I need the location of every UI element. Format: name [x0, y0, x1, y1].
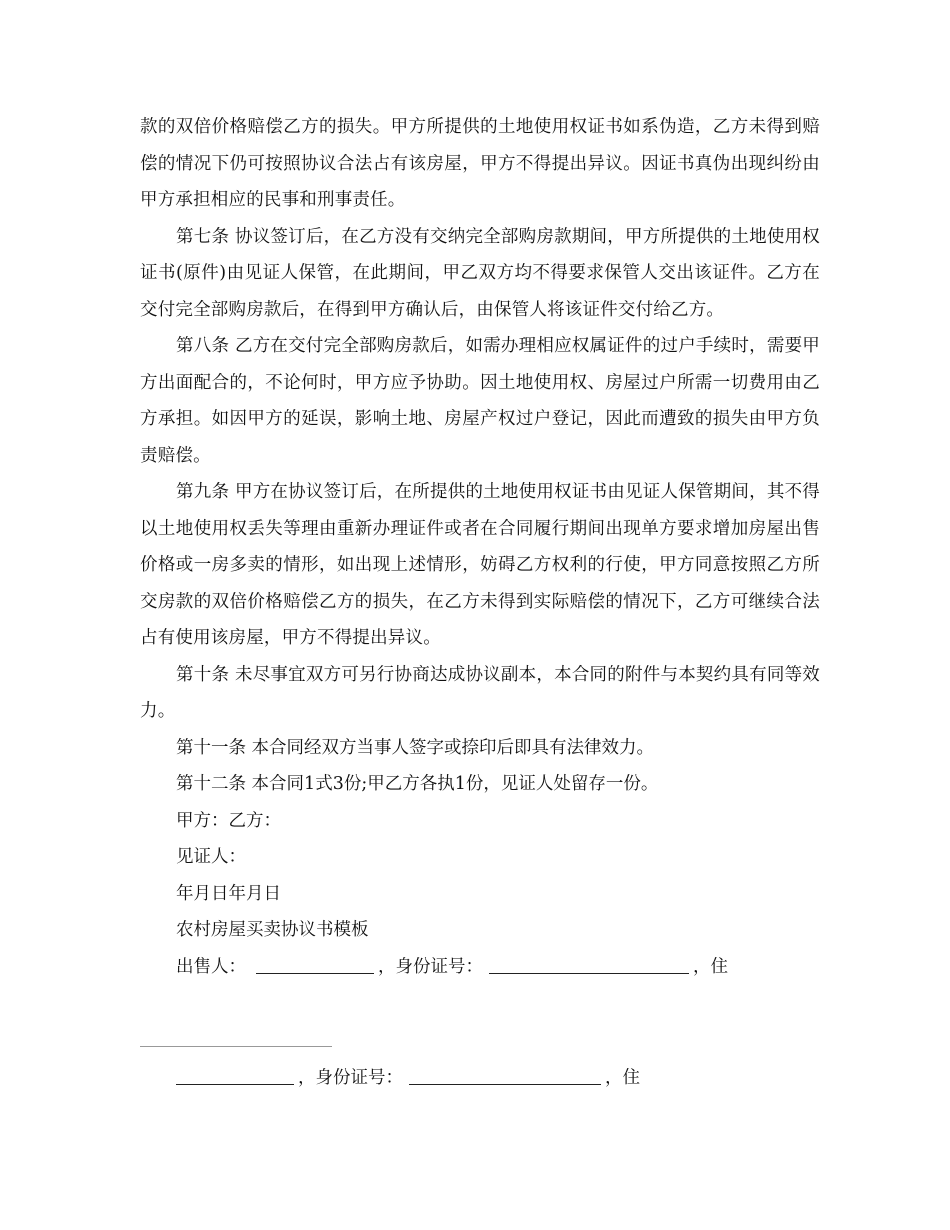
seller-name-blank — [256, 953, 374, 974]
seller-label: 出售人： — [176, 956, 246, 977]
seller-id-label: ，身份证号： — [378, 956, 483, 977]
buyer-id-label: ，身份证号： — [298, 1068, 403, 1088]
continued-text — [140, 1060, 640, 1097]
seller-id-blank — [489, 953, 689, 974]
buyer-id-blank — [409, 1064, 601, 1085]
seller-line — [140, 949, 820, 986]
witness-line: 见证人： — [176, 847, 246, 867]
paragraph-article-9: 第九条 甲方在协议签订后，在所提供的土地使用权证书由见证人保管期间，其不得以土地使用权丢失等理由重新办理证件或者在合同履行期间出现单方要求增加房屋出售价格或一房多卖的情形，如出现上述情形，妨碍乙方权利的行使，甲方同意按照乙方所交房款的双倍价格赔偿乙方的损失，在乙方未得到实际赔偿的情况下，乙方可继续合法占有使用该房屋，甲方不得提出异议。 — [140, 482, 820, 648]
buyer-address-label: ，住 — [605, 1068, 640, 1088]
page-footer-divider — [140, 1046, 332, 1047]
buyer-name-blank — [176, 1064, 294, 1085]
template-title: 农村房屋买卖协议书模板 — [176, 920, 369, 940]
paragraph-article-10: 第十条 未尽事宜双方可另行协商达成协议副本，本合同的附件与本契约具有同等效力。 — [140, 664, 820, 721]
paragraph-article-7: 第七条 协议签订后，在乙方没有交纳完全部购房款期间，甲方所提供的土地使用权证书(原件)由见证人保管，在此期间，甲乙双方均不得要求保管人交出该证件。乙方在交付完全部购房款后，在得到甲方确认后，由保管人将该证件交付给乙方。 — [140, 226, 820, 320]
line-article-12: 第十二条 本合同1式3份;甲乙方各执1份，见证人处留存一份。 — [176, 774, 659, 794]
date-line: 年月日年月日 — [176, 883, 281, 904]
line-article-11: 第十一条 本合同经双方当事人签字或捺印后即具有法律效力。 — [176, 737, 655, 758]
paragraph-article-8: 第八条 乙方在交付完全部购房款后，如需办理相应权属证件的过户手续时，需要甲方出面配合的，不论何时，甲方应予协助。因土地使用权、房屋过户所需一切费用由乙方承担。如因甲方的延误，影响土地、房屋产权过户登记，因此而遭致的损失由甲方负责赔偿。 — [140, 336, 820, 466]
document-body — [140, 109, 820, 985]
signature-parties-line: 甲方：乙方： — [176, 810, 281, 831]
buyer-line — [140, 1060, 640, 1097]
seller-address-label: ，住 — [693, 956, 728, 977]
paragraph-continuation: 款的双倍价格赔偿乙方的损失。甲方所提供的土地使用权证书如系伪造，乙方未得到赔偿的情况下仍可按照协议合法占有该房屋，甲方不得提出异议。因证书真伪出现纠纷由甲方承担相应的民事和刑事责任。 — [140, 117, 820, 210]
